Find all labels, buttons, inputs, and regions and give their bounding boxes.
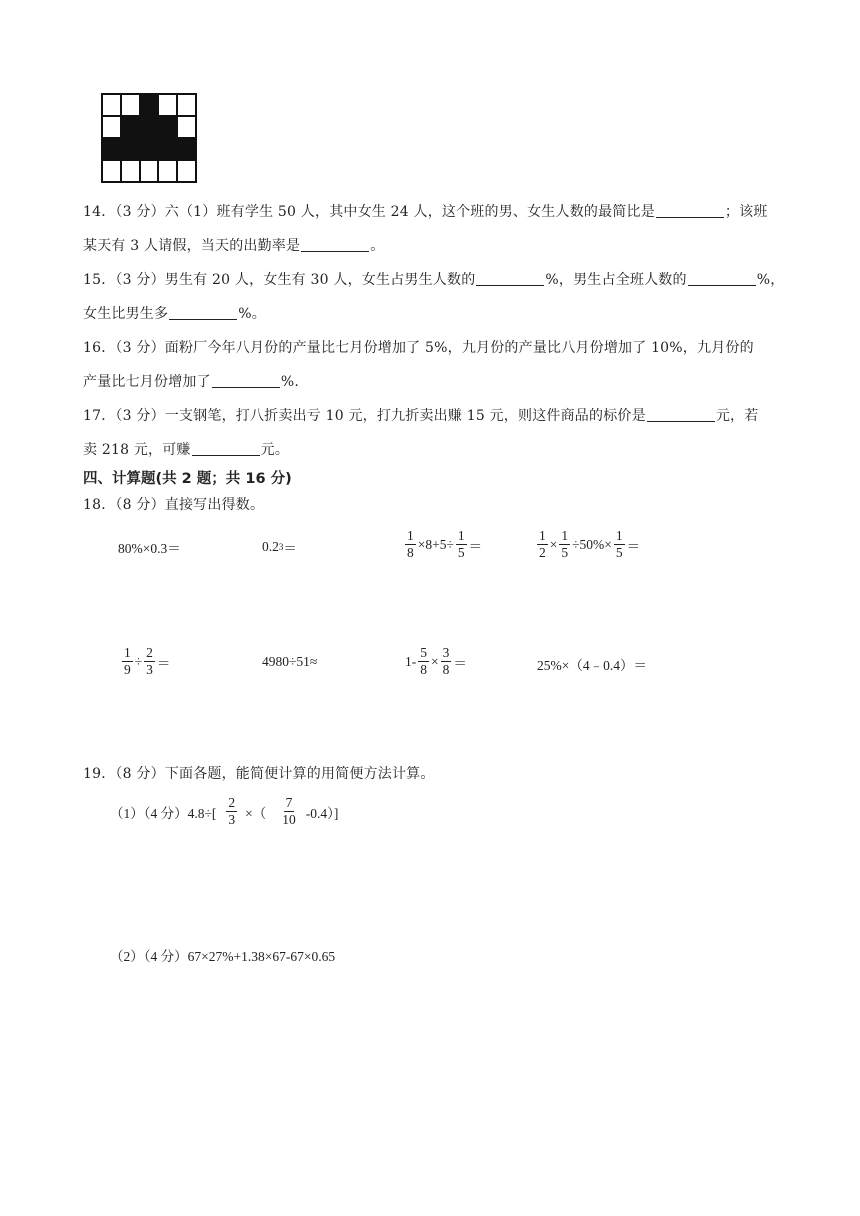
grid-cell-empty bbox=[121, 94, 140, 116]
numerator: 3 bbox=[442, 645, 450, 660]
grid-cell-filled bbox=[177, 138, 196, 160]
numerator: 2 bbox=[146, 645, 153, 660]
answer-blank[interactable] bbox=[476, 271, 544, 286]
q17-text: 17．（3 分）一支钢笔，打八折卖出亏 10 元，打九折卖出赚 15 元，则这件商品的标价是 bbox=[83, 408, 646, 424]
expr-text: ×（ bbox=[245, 805, 267, 821]
question-15-line-2 bbox=[83, 304, 266, 324]
expr-text: ×8+5÷ bbox=[417, 536, 454, 552]
grid-cell-empty bbox=[102, 94, 121, 116]
denominator: 8 bbox=[442, 662, 450, 677]
pixel-grid-figure bbox=[101, 93, 197, 183]
grid-cell-filled bbox=[121, 116, 140, 138]
q16-text: %. bbox=[280, 374, 299, 390]
grid-cell-filled bbox=[140, 116, 159, 138]
numerator: 1 bbox=[407, 528, 414, 543]
numerator: 1 bbox=[124, 645, 131, 660]
numerator: 7 bbox=[285, 795, 293, 810]
section-heading: 四、计算题(共 2 题；共 16 分) bbox=[83, 471, 292, 487]
fraction bbox=[441, 645, 452, 678]
denominator: 3 bbox=[146, 662, 153, 677]
expr-text: × bbox=[431, 653, 439, 669]
question-19-title: 19．（8 分）下面各题，能简便计算的用简便方法计算。 bbox=[83, 766, 435, 782]
q16-text: 16．（3 分）面粉厂今年八月份的产量比七月份增加了 5%，九月份的产量比八月份增加了 10%，九月份的 bbox=[83, 340, 754, 356]
question-14-line-2 bbox=[83, 236, 384, 256]
q17-text: 元。 bbox=[260, 442, 290, 458]
fraction bbox=[537, 528, 548, 561]
answer-blank[interactable] bbox=[656, 203, 724, 218]
grid-cell-empty bbox=[177, 116, 196, 138]
numerator: 1 bbox=[561, 528, 569, 543]
q15-text: %，男生占全班人数的 bbox=[545, 272, 687, 288]
problem-2: （2）（4 分）67×27%+1.38×67-67×0.65 bbox=[110, 949, 336, 964]
numerator: 1 bbox=[457, 528, 465, 543]
denominator: 3 bbox=[228, 812, 236, 827]
denominator: 10 bbox=[282, 812, 296, 827]
grid-cell-empty bbox=[102, 160, 121, 182]
denominator: 5 bbox=[615, 545, 623, 560]
grid-cell-empty bbox=[177, 160, 196, 182]
fraction bbox=[405, 528, 416, 561]
fraction bbox=[122, 645, 133, 678]
numerator: 1 bbox=[615, 528, 623, 543]
answer-blank[interactable] bbox=[169, 305, 237, 320]
denominator: 5 bbox=[561, 545, 569, 560]
fraction bbox=[559, 528, 570, 561]
grid-cell-filled bbox=[102, 138, 121, 160]
expr-text: ÷50%× bbox=[572, 536, 612, 552]
grid-cell-filled bbox=[158, 116, 177, 138]
exponent: 3 bbox=[278, 542, 284, 552]
grid-cell-filled bbox=[121, 138, 140, 160]
grid-cell-empty bbox=[140, 160, 159, 182]
answer-blank[interactable] bbox=[301, 237, 369, 252]
question-18-title: 18．（8 分）直接写出得数。 bbox=[83, 497, 265, 513]
question-16-line-1 bbox=[83, 338, 754, 358]
answer-blank[interactable] bbox=[688, 271, 756, 286]
expression-1: 80%×0.3＝ bbox=[118, 541, 181, 556]
q14-text: 。 bbox=[370, 238, 385, 254]
fraction bbox=[418, 645, 429, 678]
q16-text: 产量比七月份增加了 bbox=[83, 374, 211, 390]
fraction bbox=[144, 645, 155, 678]
answer-blank[interactable] bbox=[192, 441, 260, 456]
expr-text: ＝ bbox=[626, 538, 641, 554]
q14-text: ；该班 bbox=[724, 204, 768, 220]
q17-text: 元，若 bbox=[715, 408, 759, 424]
q15-text: %。 bbox=[238, 306, 266, 322]
answer-blank[interactable] bbox=[647, 407, 715, 422]
q15-text: 女生比男生多 bbox=[83, 306, 169, 322]
numerator: 5 bbox=[420, 645, 427, 660]
denominator: 8 bbox=[407, 545, 414, 560]
grid-cell-empty bbox=[158, 94, 177, 116]
expr-text: ＝ bbox=[453, 655, 467, 671]
expr-text: ＝ bbox=[283, 541, 297, 556]
q14-text: 14．（3 分）六（1）班有学生 50 人，其中女生 24 人，这个班的男、女生人数的最简比是 bbox=[83, 204, 655, 220]
numerator: 2 bbox=[228, 795, 236, 810]
expr-text: ＝ bbox=[468, 538, 483, 554]
expr-text: ÷ bbox=[134, 653, 143, 669]
grid-cell-empty bbox=[177, 94, 196, 116]
expr-text: （1）（4 分）4.8÷[ bbox=[110, 805, 217, 821]
problem-1 bbox=[110, 795, 338, 828]
grid-cell-empty bbox=[158, 160, 177, 182]
expr-text: × bbox=[549, 536, 558, 552]
fraction bbox=[456, 528, 467, 561]
fraction bbox=[280, 795, 298, 828]
answer-blank[interactable] bbox=[212, 373, 280, 388]
question-15-line-1 bbox=[83, 270, 784, 290]
expression-7 bbox=[405, 645, 467, 678]
expression-3 bbox=[403, 528, 482, 561]
grid-cell-empty bbox=[102, 116, 121, 138]
expression-5 bbox=[120, 645, 170, 678]
fraction bbox=[226, 795, 237, 828]
denominator: 5 bbox=[457, 545, 465, 560]
question-14-line-1 bbox=[83, 202, 768, 222]
expr-text: 0.2 bbox=[262, 539, 279, 554]
q15-text: 15．（3 分）男生有 20 人，女生有 30 人，女生占男生人数的 bbox=[83, 272, 476, 288]
grid-cell-empty bbox=[121, 160, 140, 182]
fraction bbox=[614, 528, 625, 561]
expr-text: 1- bbox=[405, 653, 417, 669]
expr-text: -0.4）] bbox=[305, 805, 339, 821]
expression-6: 4980÷51≈ bbox=[262, 654, 318, 669]
denominator: 2 bbox=[539, 545, 546, 560]
expression-2 bbox=[262, 537, 297, 557]
grid-cell-filled bbox=[158, 138, 177, 160]
q15-text: %， bbox=[756, 272, 785, 288]
expr-text: ＝ bbox=[156, 655, 171, 671]
denominator: 8 bbox=[420, 662, 427, 677]
expression-4 bbox=[535, 528, 640, 561]
q14-text: 某天有 3 人请假，当天的出勤率是 bbox=[83, 238, 301, 254]
question-17-line-2 bbox=[83, 440, 289, 460]
grid-cell-filled bbox=[140, 138, 159, 160]
expression-8: 25%×（4﹣0.4）＝ bbox=[537, 658, 647, 673]
numerator: 1 bbox=[539, 528, 546, 543]
question-16-line-2 bbox=[83, 372, 299, 392]
grid-cell-filled bbox=[140, 94, 159, 116]
question-17-line-1 bbox=[83, 406, 758, 426]
q17-text: 卖 218 元，可赚 bbox=[83, 442, 191, 458]
denominator: 9 bbox=[124, 662, 131, 677]
